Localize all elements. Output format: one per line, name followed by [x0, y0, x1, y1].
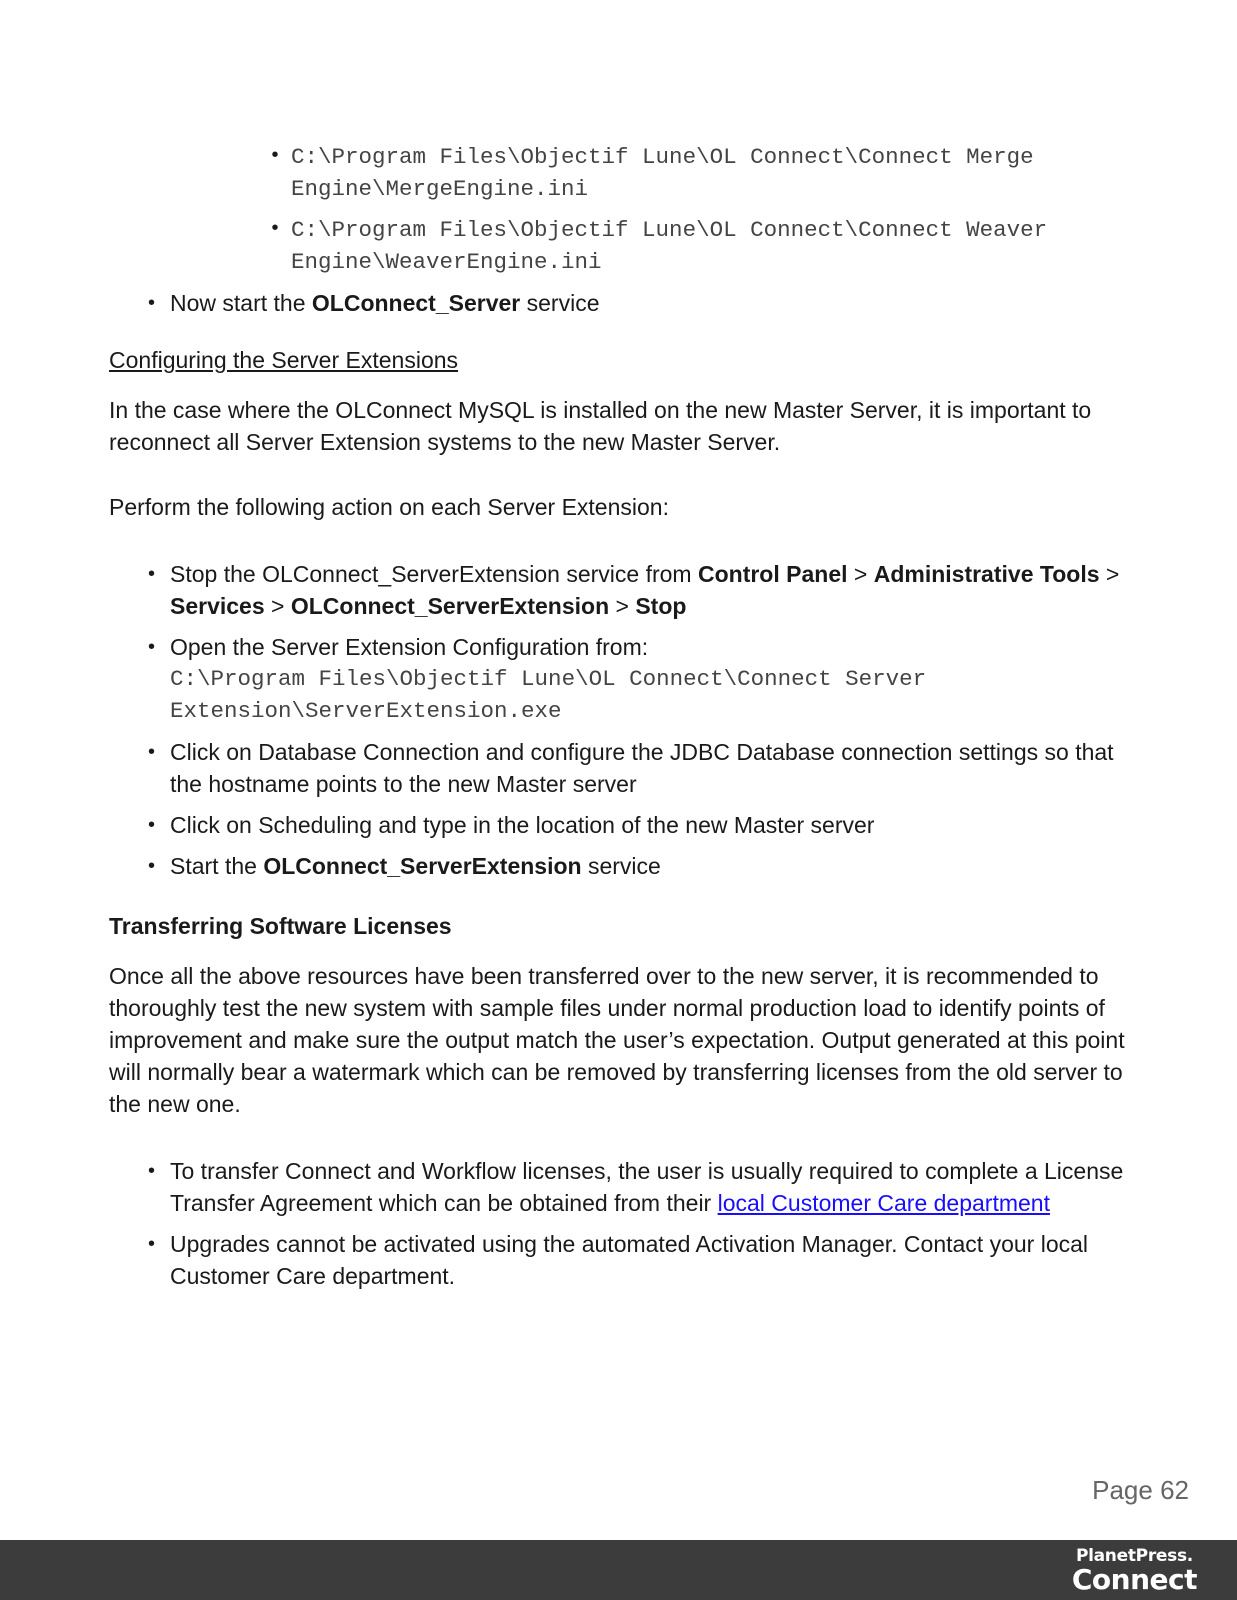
text: Stop the OLConnect_ServerExtension service from [170, 561, 698, 587]
separator: > [264, 593, 291, 619]
list-item: • C:\Program Files\Objectif Lune\OL Connect\Connect Merge Engine\MergeEngine.ini [291, 141, 1129, 205]
server-extension-steps [170, 558, 1129, 882]
text: To transfer Connect and Workflow licenses, the user is usually required to complete a License Transfer Agreement which can be obtained from their [170, 1158, 1124, 1216]
list-item: • Click on Database Connection and configure the JDBC Database connection settings so that the hostname points to the new Master server [170, 736, 1129, 800]
logo-text-top: PlanetPress. [1075, 1546, 1193, 1566]
license-steps [170, 1155, 1129, 1292]
menu-path-item: Administrative Tools [873, 561, 1100, 587]
list-item: • Click on Scheduling and type in the location of the new Master server [170, 809, 1129, 841]
service-name: OLConnect_Server [311, 290, 521, 316]
text: Start the [170, 853, 264, 879]
menu-path-item: Stop [635, 593, 687, 619]
text: service [581, 853, 661, 879]
separator: > [609, 593, 636, 619]
paragraph: Perform the following action on each Server Extension: [109, 494, 669, 520]
list-item [170, 558, 1129, 622]
footer-bar [0, 1540, 1237, 1600]
text: service [520, 290, 600, 316]
paragraph: Once all the above resources have been transferred over to the new server, it is recommended to thoroughly test the new system with sample files under normal production load to identify points of improvement and make sure the output match the user’s expectation. Output generated at this point will normally bear a watermark which can be removed by transferring licenses from the old server to the new one. [109, 963, 1125, 1117]
brand-logo [1072, 1546, 1197, 1594]
config-file-list [291, 141, 1129, 278]
list-item: • C:\Program Files\Objectif Lune\OL Connect\Connect Weaver Engine\WeaverEngine.ini [291, 214, 1129, 278]
customer-care-link[interactable]: local Customer Care department [717, 1190, 1050, 1216]
list-item [170, 631, 1129, 727]
paragraph: In the case where the OLConnect MySQL is installed on the new Master Server, it is important to reconnect all Server Extension systems to the new Master Server. [109, 397, 1092, 455]
page-number: Page 62 [1092, 1475, 1189, 1505]
text: Now start the [170, 290, 312, 316]
text: • Open the Server Extension Configuration from: [170, 634, 649, 660]
separator: > [1099, 561, 1120, 587]
file-path: C:\Program Files\Objectif Lune\OL Connect\Connect Server Extension\ServerExtension.exe [170, 666, 927, 724]
separator: > [847, 561, 874, 587]
list-item [170, 287, 1129, 319]
list-item [170, 1155, 1129, 1219]
section-heading: Configuring the Server Extensions [109, 347, 459, 373]
menu-path-item: OLConnect_ServerExtension [290, 593, 610, 619]
document-body [109, 141, 1129, 1301]
menu-path-item: Control Panel [697, 561, 848, 587]
menu-path-item: Services [170, 593, 265, 619]
start-server-list [170, 287, 1129, 319]
service-name: OLConnect_ServerExtension [263, 853, 582, 879]
list-item [170, 850, 1129, 882]
section-heading: Transferring Software Licenses [109, 913, 452, 939]
logo-text-bottom: Connect [1071, 1563, 1197, 1596]
list-item: • Upgrades cannot be activated using the automated Activation Manager. Contact your local Customer Care department. [170, 1228, 1129, 1292]
